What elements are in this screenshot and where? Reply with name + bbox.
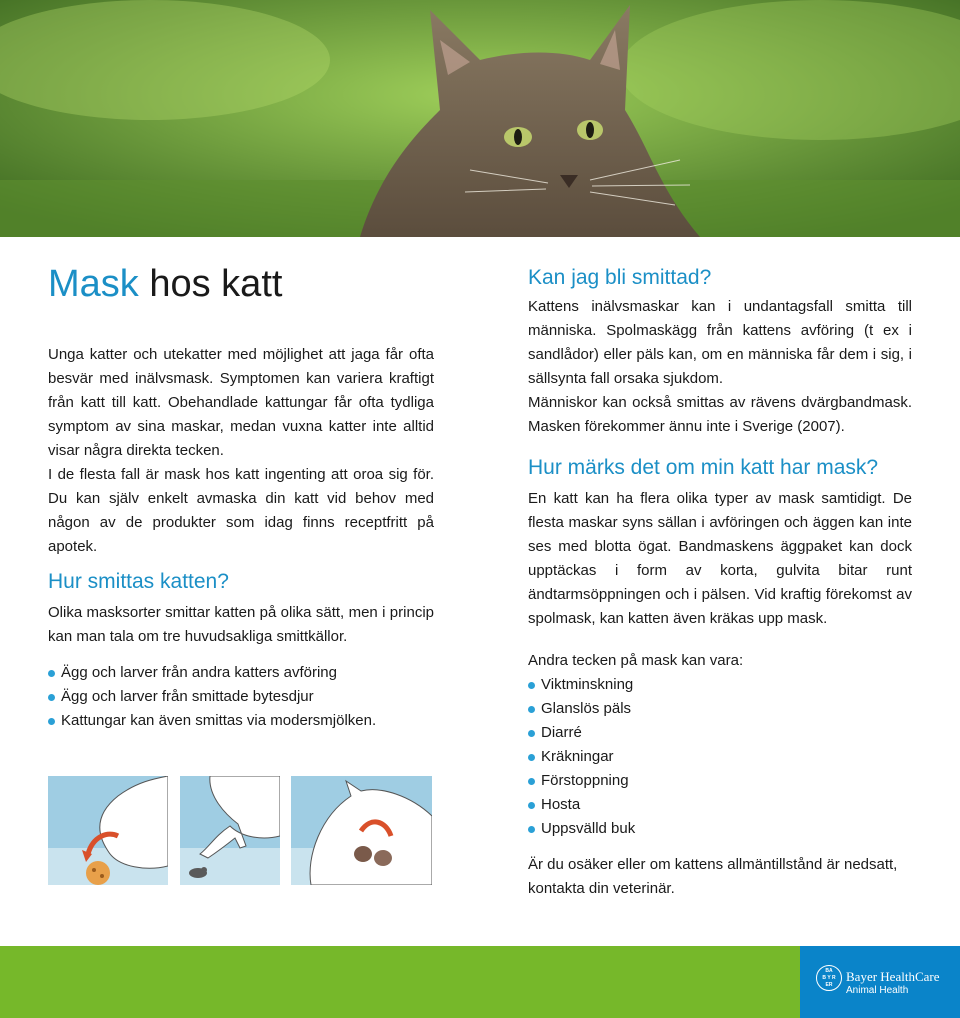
hero-cat-photo (0, 0, 960, 237)
footer-green-band (0, 946, 800, 1018)
bayer-cross-logo: BA B Y R ER (816, 965, 842, 991)
signs-intro: Andra tecken på mask kan vara: (528, 652, 744, 669)
list-item: Kräkningar (528, 745, 912, 769)
illustration-feces (48, 776, 168, 885)
closing-text: Är du osäker eller om kattens allmäntillstånd är nedsatt, kontakta din veterinär. (528, 856, 898, 897)
list-item: Kattungar kan även smittas via modersmjölken. (48, 709, 434, 733)
title-rest: hos katt (138, 263, 283, 305)
human-infection-text-2: Människor kan också smittas av rävens dvärgbandmask. Masken förekommer ännu inte i Sverige (2007). (528, 394, 912, 435)
right-column (528, 265, 912, 901)
section-heading-symptoms: Hur märks det om min katt har mask? (528, 456, 879, 479)
intro-paragraph-2: I de flesta fall är mask hos katt ingenting att oroa sig för. Du kan själv enkelt avmaska din katt vid behov med någon av de produkter som idag finns receptfritt på apotek. (48, 466, 434, 555)
list-item: Förstoppning (528, 769, 912, 793)
list-item: Ägg och larver från smittade bytesdjur (48, 685, 434, 709)
section-heading-transmission: Hur smittas katten? (48, 570, 229, 593)
page-title (48, 265, 434, 303)
section-heading-human-infection: Kan jag bli smittad? (528, 266, 712, 289)
left-column (48, 255, 434, 733)
footer-brand-block (800, 946, 960, 1018)
list-item: Hosta (528, 793, 912, 817)
title-accent: Mask (48, 263, 139, 305)
list-item: Ägg och larver från andra katters avföring (48, 661, 434, 685)
brand-division: Animal Health (846, 985, 909, 996)
brand-name: Bayer HealthCare (846, 969, 940, 984)
illustration-prey (180, 776, 280, 885)
list-item: Glanslös päls (528, 697, 912, 721)
illustration-kittens (291, 776, 432, 885)
list-item: Uppsvälld buk (528, 817, 912, 841)
list-item: Diarré (528, 721, 912, 745)
transmission-text: Olika masksorter smittar katten på olika sätt, men i princip kan man tala om tre huvudsakliga smittkällor. (48, 604, 434, 645)
intro-paragraph-1: Unga katter och utekatter med möjlighet att jaga får ofta besvär med inälvsmask. Symptomen kan variera kraftigt från katt till katt. Obehandlade kattungar får ofta tydliga symptom av sina maskar, medan vuxna katter inte alltid visar några direkta tecken. (48, 346, 434, 459)
human-infection-text-1: Kattens inälvsmaskar kan i undantagsfall smitta till människa. Spolmaskägg från kattens avföring (t ex i sandlådor) eller päls kan, om en människa får dem i sig, i sällsynta fall orsaka sjukdom. (528, 298, 912, 387)
transmission-list (48, 661, 434, 733)
list-item: Viktminskning (528, 673, 912, 697)
signs-list (528, 673, 912, 841)
symptoms-text: En katt kan ha flera olika typer av mask samtidigt. De flesta maskar syns sällan i avföringen och äggen kan inte ses med blotta ögat. Bandmaskens äggpaket kan dock upptäckas i form av korta, gulvita bitar runt ändtarmsöppningen och i pälsen. Vid kraftig förekomst av spolmask, kan katten även kräkas upp mask. (528, 490, 912, 627)
